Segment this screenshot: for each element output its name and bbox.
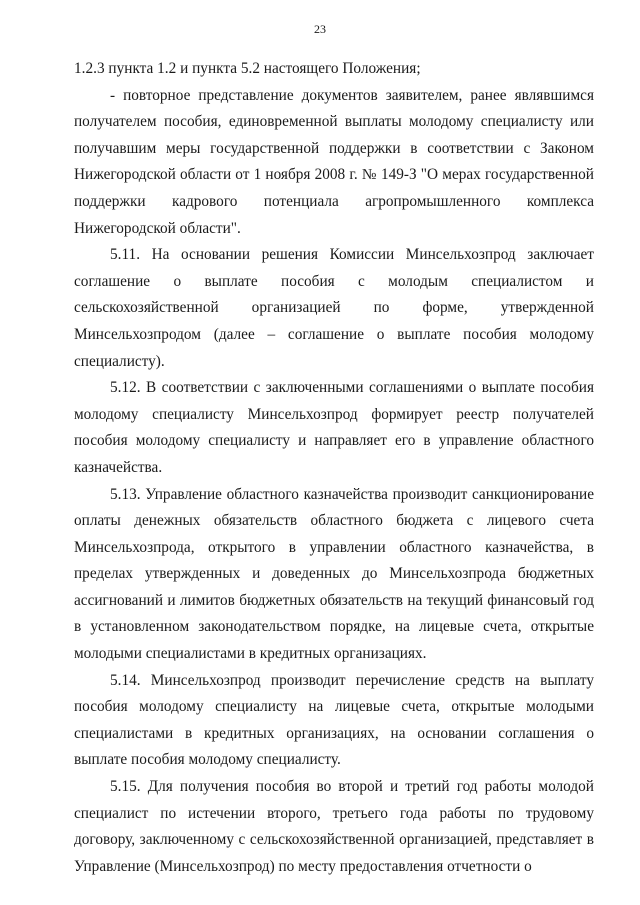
paragraph-5-14: 5.14. Минсельхозпрод производит перечисление средств на выплату пособия молодому специалисту на лицевые счета, открытые молодыми специалистами в кредитных организациях, на основании соглашения о выплате пособия молодому специалисту. — [74, 671, 594, 769]
page-number: 23 — [314, 22, 326, 36]
paragraph-5-13: 5.13. Управление областного казначейства производит санкционирование оплаты денежных обязательств областного бюджета с лицевого счета Минсельхозпрода, открытого в управлении областного казначейства, в пределах утвержденных и доведенных до Минсельхозпрода бюджетных ассигнований и лимитов бюджетных обязательств на текущий финансовый год в установленном законодательством порядке, на лицевые счета, открытые молодыми специалистами в кредитных организациях. — [74, 485, 594, 663]
paragraph-5-15: 5.15. Для получения пособия во второй и третий год работы молодой специалист по истечении второго, третьего года работы по трудовому договору, заключенному с сельскохозяйственной организацией, представляет в Управление (Минсельхозпрод) по месту предоставления отчетности о — [74, 778, 594, 875]
paragraph-repeat-submission: - повторное представление документов заявителем, ранее являвшимся получателем пособия, единовременной выплаты молодому специалисту или получавшим меры государственной поддержки в соответствии с Законом Нижегородской области от 1 ноября 2008 г. № 149-З "О мерах государственной поддержки кадрового потенциала агропромышленного комплекса Нижегородской области". — [74, 86, 594, 237]
document-body — [74, 56, 594, 880]
paragraph-continuation: 1.2.3 пункта 1.2 и пункта 5.2 настоящего Положения; — [74, 60, 421, 77]
paragraph-5-12: 5.12. В соответствии с заключенными соглашениями о выплате пособия молодому специалисту Минсельхозпрод формирует реестр получателей пособия молодому специалисту и направляет его в управление областного казначейства. — [74, 379, 594, 476]
paragraph-5-11: 5.11. На основании решения Комиссии Минсельхозпрод заключает соглашение о выплате пособия с молодым специалистом и сельскохозяйственной организацией по форме, утвержденной Минсельхозпродом (далее – соглашение о выплате пособия молодому специалисту). — [74, 246, 594, 370]
